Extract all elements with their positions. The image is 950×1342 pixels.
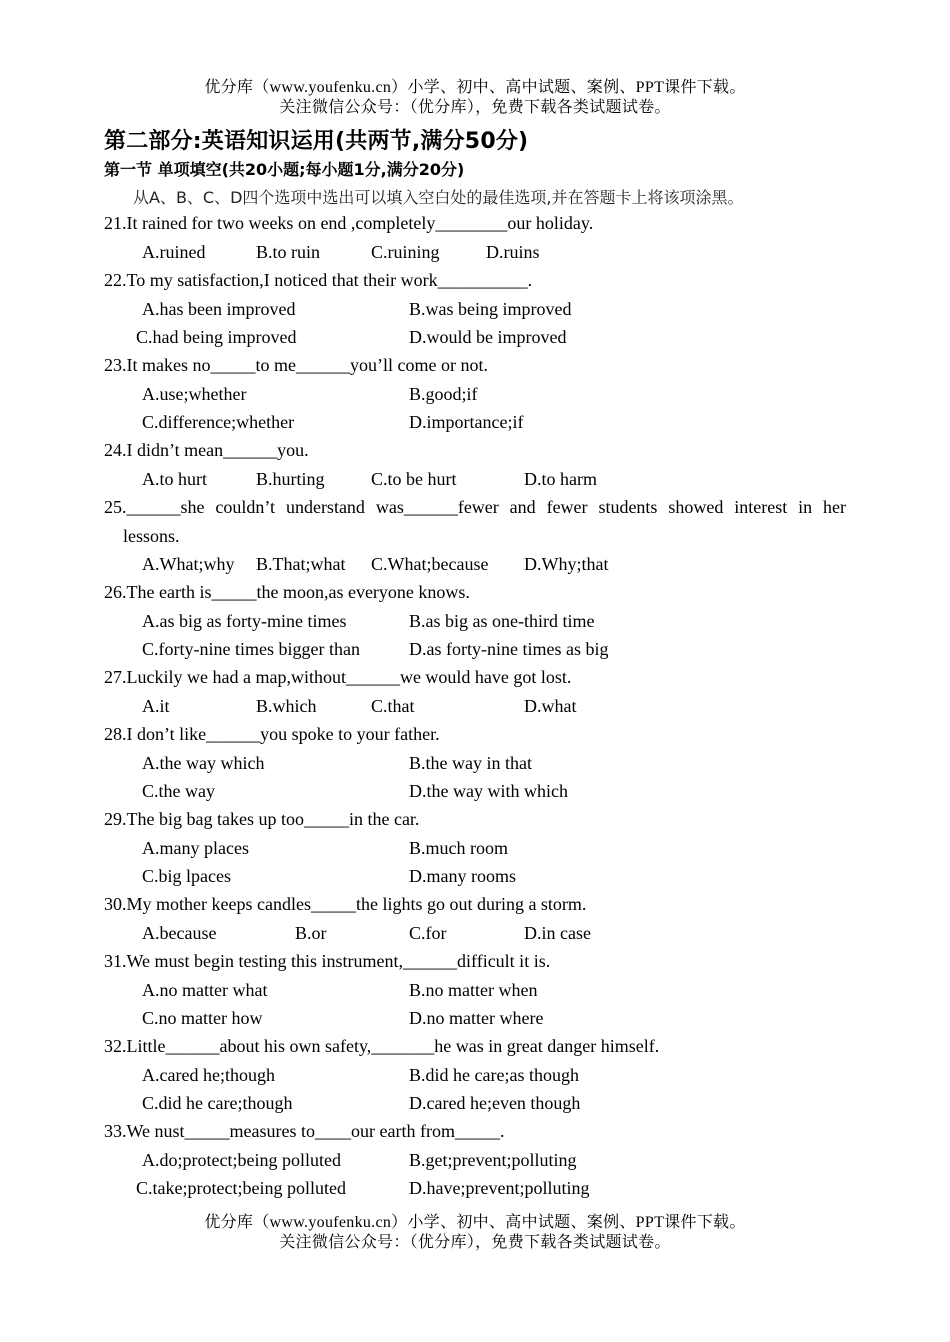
- question-33-option-d[interactable]: D.have;prevent;polluting: [409, 1178, 590, 1198]
- question-30-option-d[interactable]: D.in case: [524, 923, 591, 943]
- question-25-option-a[interactable]: A.What;why: [142, 554, 235, 574]
- question-30-option-a[interactable]: A.because: [142, 923, 217, 943]
- question-24-option-c[interactable]: C.to be hurt: [371, 469, 457, 489]
- section-title: 第一节 单项填空(共20小题;每小题1分,满分20分): [104, 160, 465, 179]
- question-28-option-a[interactable]: A.the way which: [142, 753, 265, 773]
- question-31-option-b[interactable]: B.no matter when: [409, 980, 538, 1000]
- question-23-stem: 23.It makes no_____to me______you’ll come or not.: [104, 355, 488, 375]
- question-29-option-d[interactable]: D.many rooms: [409, 866, 516, 886]
- question-26-option-a[interactable]: A.as big as forty-mine times: [142, 611, 347, 631]
- question-31-option-a[interactable]: A.no matter what: [142, 980, 268, 1000]
- question-25-stem: 25.______she couldn’t understand was______fewer and fewer students showed interest in her: [104, 497, 846, 517]
- question-23-option-d[interactable]: D.importance;if: [409, 412, 524, 432]
- question-23-option-b[interactable]: B.good;if: [409, 384, 478, 404]
- question-23-option-c[interactable]: C.difference;whether: [142, 412, 295, 432]
- question-27-stem: 27.Luckily we had a map,without______we would have got lost.: [104, 667, 572, 687]
- question-26-option-c[interactable]: C.forty-nine times bigger than: [142, 639, 360, 659]
- question-31-option-c[interactable]: C.no matter how: [142, 1008, 263, 1028]
- question-22-option-a[interactable]: A.has been improved: [142, 299, 296, 319]
- question-32-option-a[interactable]: A.cared he;though: [142, 1065, 275, 1085]
- question-29-stem: 29.The big bag takes up too_____in the car.: [104, 809, 420, 829]
- question-27-option-c[interactable]: C.that: [371, 696, 415, 716]
- header-line-2: 关注微信公众号：（优分库），免费下载各类试题试卷。: [279, 99, 671, 116]
- question-24-option-b[interactable]: B.hurting: [256, 469, 325, 489]
- question-28-stem: 28.I don’t like______you spoke to your father.: [104, 724, 440, 744]
- question-29-option-c[interactable]: C.big lpaces: [142, 866, 231, 886]
- footer-line-1: 优分库（www.youfenku.cn）小学、初中、高中试题、案例、PPT课件下载。: [204, 1214, 746, 1231]
- question-33-option-a[interactable]: A.do;protect;being polluted: [142, 1150, 341, 1170]
- question-27-option-d[interactable]: D.what: [524, 696, 577, 716]
- question-28-option-d[interactable]: D.the way with which: [409, 781, 568, 801]
- question-24-stem: 24.I didn’t mean______you.: [104, 440, 309, 460]
- question-29-option-b[interactable]: B.much room: [409, 838, 508, 858]
- question-28-option-b[interactable]: B.the way in that: [409, 753, 532, 773]
- question-30-option-b[interactable]: B.or: [295, 923, 327, 943]
- question-32-stem: 32.Little______about his own safety,_______he was in great danger himself.: [104, 1036, 660, 1056]
- question-26-stem: 26.The earth is_____the moon,as everyone knows.: [104, 582, 470, 602]
- question-22-option-b[interactable]: B.was being improved: [409, 299, 572, 319]
- footer-line-2: 关注微信公众号：（优分库），免费下载各类试题试卷。: [279, 1234, 671, 1251]
- header-line-1: 优分库（www.youfenku.cn）小学、初中、高中试题、案例、PPT课件下载。: [204, 79, 746, 96]
- question-24-option-a[interactable]: A.to hurt: [142, 469, 207, 489]
- question-25-option-b[interactable]: B.That;what: [256, 554, 346, 574]
- question-30-option-c[interactable]: C.for: [409, 923, 447, 943]
- question-32-option-d[interactable]: D.cared he;even though: [409, 1093, 581, 1113]
- question-25-option-c[interactable]: C.What;because: [371, 554, 489, 574]
- question-21-option-c[interactable]: C.ruining: [371, 242, 440, 262]
- question-25-stem-continued: lessons.: [123, 526, 180, 546]
- question-30-stem: 30.My mother keeps candles_____the lights go out during a storm.: [104, 894, 587, 914]
- question-21-stem: 21.It rained for two weeks on end ,completely________our holiday.: [104, 213, 594, 233]
- question-25-option-d[interactable]: D.Why;that: [524, 554, 609, 574]
- question-27-option-b[interactable]: B.which: [256, 696, 317, 716]
- question-22-option-c[interactable]: C.had being improved: [136, 327, 297, 347]
- question-21-option-a[interactable]: A.ruined: [142, 242, 206, 262]
- question-31-stem: 31.We must begin testing this instrument,______difficult it is.: [104, 951, 551, 971]
- question-23-option-a[interactable]: A.use;whether: [142, 384, 247, 404]
- question-32-option-c[interactable]: C.did he care;though: [142, 1093, 293, 1113]
- question-28-option-c[interactable]: C.the way: [142, 781, 215, 801]
- question-21-option-b[interactable]: B.to ruin: [256, 242, 321, 262]
- question-32-option-b[interactable]: B.did he care;as though: [409, 1065, 579, 1085]
- instructions: 从A、B、C、D四个选项中选出可以填入空白处的最佳选项,并在答题卡上将该项涂黑。: [133, 188, 744, 207]
- question-33-option-c[interactable]: C.take;protect;being polluted: [136, 1178, 346, 1198]
- question-29-option-a[interactable]: A.many places: [142, 838, 249, 858]
- question-21-option-d[interactable]: D.ruins: [486, 242, 540, 262]
- question-27-option-a[interactable]: A.it: [142, 696, 170, 716]
- question-26-option-b[interactable]: B.as big as one-third time: [409, 611, 595, 631]
- question-22-option-d[interactable]: D.would be improved: [409, 327, 567, 347]
- question-26-option-d[interactable]: D.as forty-nine times as big: [409, 639, 609, 659]
- question-22-stem: 22.To my satisfaction,I noticed that their work__________.: [104, 270, 533, 290]
- question-31-option-d[interactable]: D.no matter where: [409, 1008, 544, 1028]
- question-33-option-b[interactable]: B.get;prevent;polluting: [409, 1150, 577, 1170]
- part-title: 第二部分:英语知识运用(共两节,满分50分): [104, 129, 529, 154]
- question-24-option-d[interactable]: D.to harm: [524, 469, 597, 489]
- question-33-stem: 33.We nust_____measures to____our earth from_____.: [104, 1121, 505, 1141]
